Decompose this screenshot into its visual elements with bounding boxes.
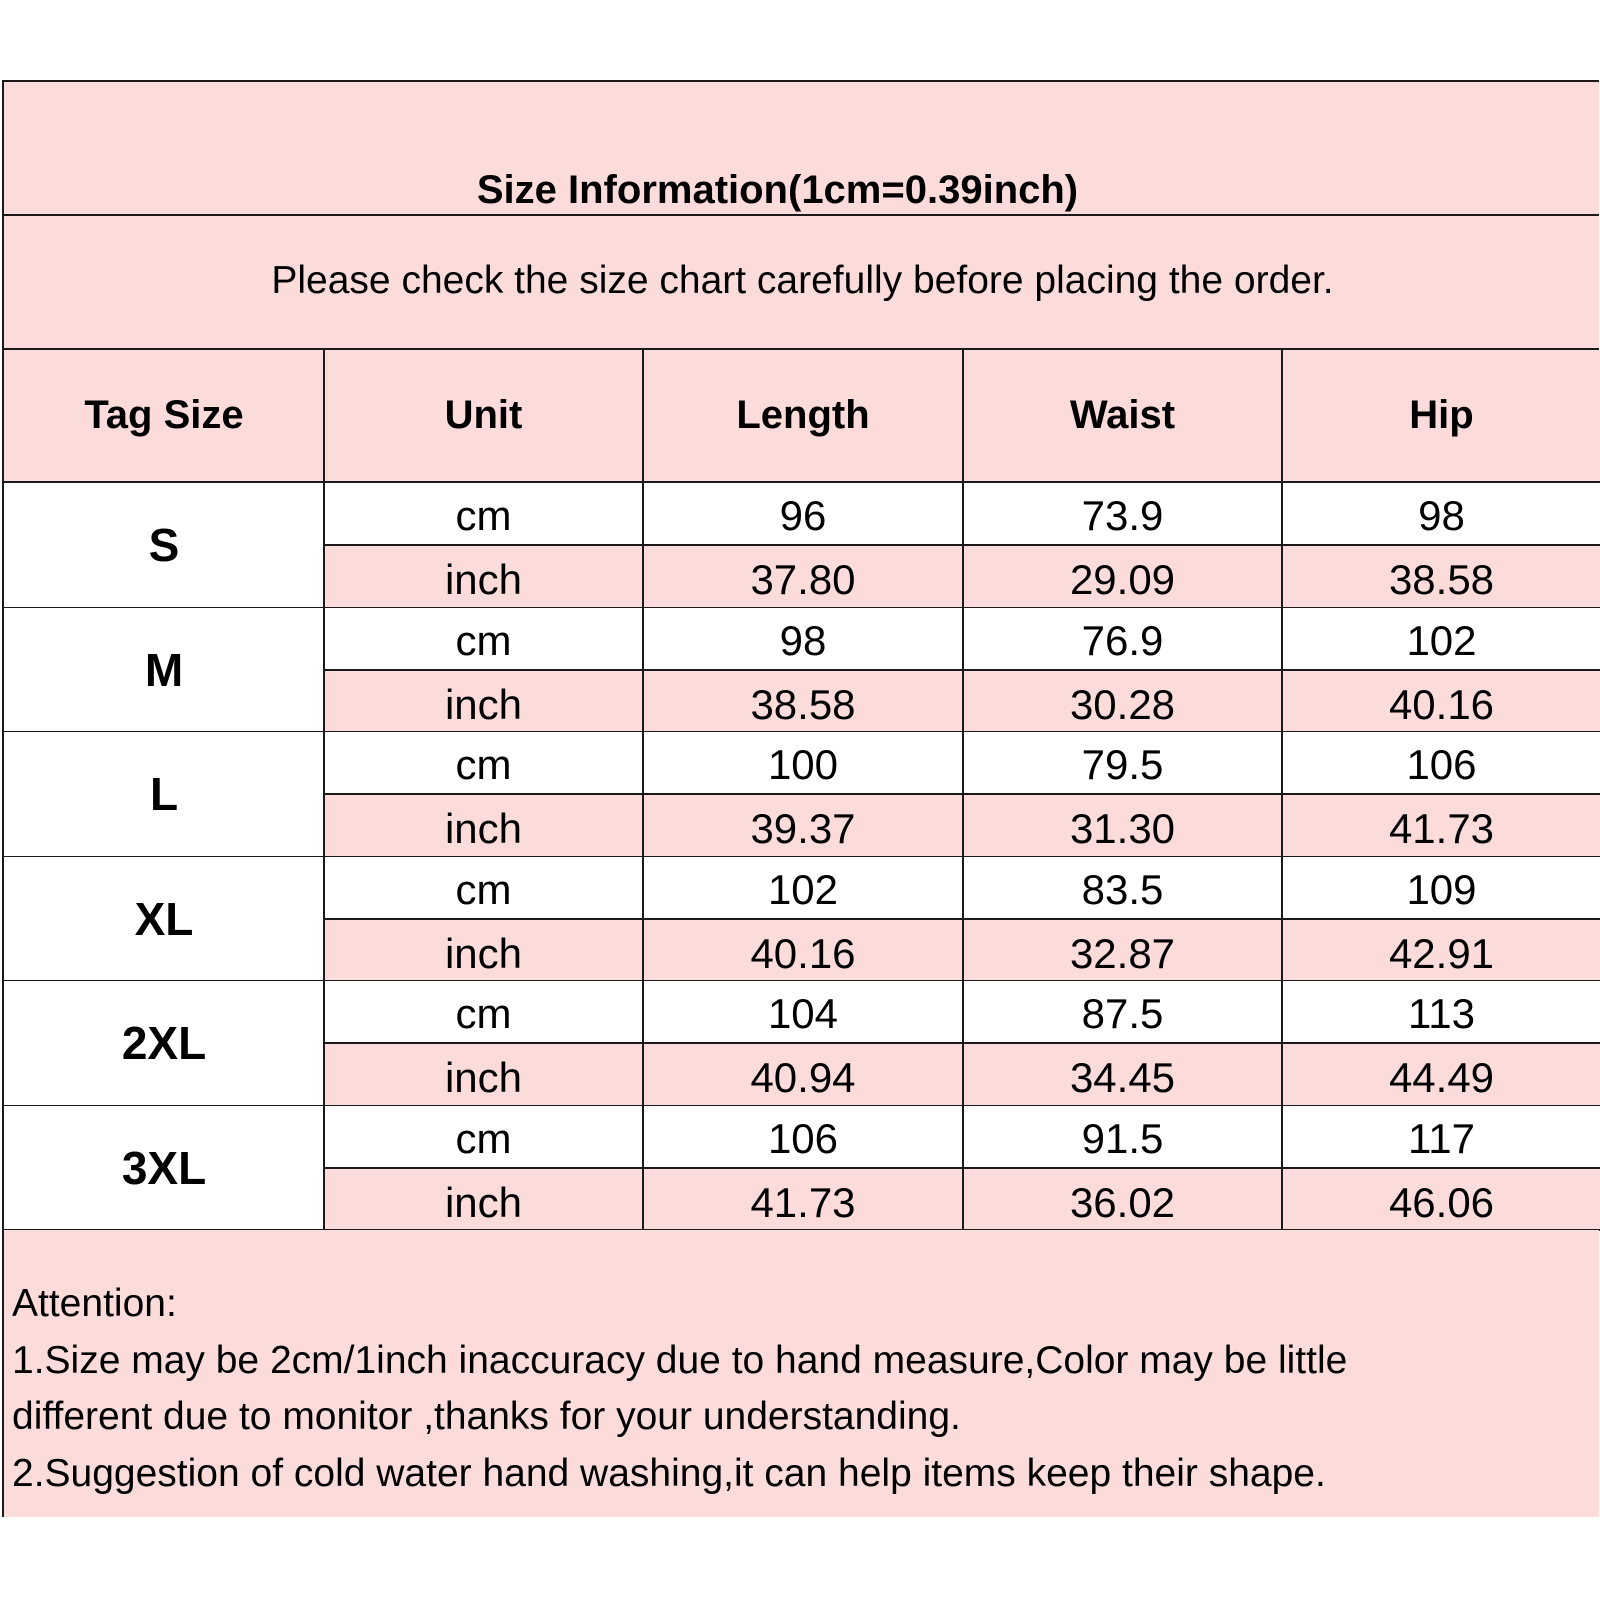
title-band [4, 82, 1599, 216]
tag-size-cell: S [4, 483, 324, 608]
table-cell-unit: inch [324, 794, 643, 856]
table-cell-hip: 113 [1282, 981, 1600, 1043]
table-cell-unit: cm [324, 483, 643, 545]
header-tag-size: Tag Size [4, 350, 324, 483]
table-cell-unit: inch [324, 545, 643, 607]
table-cell-unit: cm [324, 732, 643, 794]
table-cell-hip: 46.06 [1282, 1168, 1600, 1230]
header-hip: Hip [1282, 350, 1600, 483]
table-cell-length: 39.37 [643, 794, 963, 856]
table-cell-waist: 83.5 [963, 857, 1282, 919]
table-cell-hip: 117 [1282, 1106, 1600, 1168]
table-cell-waist: 32.87 [963, 919, 1282, 981]
table-cell-length: 40.16 [643, 919, 963, 981]
table-cell-waist: 73.9 [963, 483, 1282, 545]
table-cell-unit: inch [324, 670, 643, 732]
table-cell-waist: 34.45 [963, 1043, 1282, 1105]
table-cell-hip: 98 [1282, 483, 1600, 545]
table-cell-waist: 76.9 [963, 608, 1282, 670]
column-divider [642, 350, 644, 1230]
attention-notes [4, 1230, 1599, 1517]
table-cell-length: 104 [643, 981, 963, 1043]
header-length: Length [643, 350, 963, 483]
table-cell-waist: 36.02 [963, 1168, 1282, 1230]
table-cell-unit: cm [324, 857, 643, 919]
table-cell-waist: 31.30 [963, 794, 1282, 856]
table-cell-length: 41.73 [643, 1168, 963, 1230]
table-cell-length: 40.94 [643, 1043, 963, 1105]
table-cell-unit: inch [324, 1043, 643, 1105]
table-cell-unit: cm [324, 981, 643, 1043]
tag-size-cell: 2XL [4, 981, 324, 1106]
table-cell-length: 38.58 [643, 670, 963, 732]
attention-heading: Attention: [12, 1282, 177, 1325]
table-cell-waist: 87.5 [963, 981, 1282, 1043]
table-cell-waist: 91.5 [963, 1106, 1282, 1168]
table-cell-unit: inch [324, 1168, 643, 1230]
table-cell-unit: cm [324, 1106, 643, 1168]
table-cell-length: 98 [643, 608, 963, 670]
size-chart [2, 80, 1599, 1517]
attention-note-2: 2.Suggestion of cold water hand washing,it can help items keep their shape. [12, 1451, 1326, 1495]
table-cell-waist: 29.09 [963, 545, 1282, 607]
table-cell-hip: 41.73 [1282, 794, 1600, 856]
table-cell-length: 96 [643, 483, 963, 545]
tag-size-cell: M [4, 608, 324, 733]
table-cell-hip: 106 [1282, 732, 1600, 794]
size-table [4, 350, 1600, 1230]
tag-size-cell: XL [4, 857, 324, 982]
table-cell-unit: inch [324, 919, 643, 981]
column-divider [1281, 350, 1283, 1230]
column-divider [962, 350, 964, 1230]
chart-title: Size Information(1cm=0.39inch) [476, 168, 1079, 212]
header-waist: Waist [963, 350, 1282, 483]
table-cell-length: 37.80 [643, 545, 963, 607]
table-cell-hip: 109 [1282, 857, 1600, 919]
table-cell-waist: 30.28 [963, 670, 1282, 732]
order-notice: Please check the size chart carefully before placing the order. [271, 259, 1334, 302]
table-cell-length: 102 [643, 857, 963, 919]
table-cell-hip: 102 [1282, 608, 1600, 670]
notice-band [4, 216, 1599, 350]
column-divider [323, 350, 325, 1230]
table-cell-hip: 44.49 [1282, 1043, 1600, 1105]
table-cell-hip: 40.16 [1282, 670, 1600, 732]
table-cell-unit: cm [324, 608, 643, 670]
attention-note-1-continued: different due to monitor ,thanks for your understanding. [12, 1395, 961, 1438]
table-cell-hip: 38.58 [1282, 545, 1600, 607]
table-cell-hip: 42.91 [1282, 919, 1600, 981]
attention-note-1: 1.Size may be 2cm/1inch inaccuracy due to hand measure,Color may be little [12, 1338, 1348, 1382]
tag-size-cell: 3XL [4, 1106, 324, 1231]
table-cell-length: 106 [643, 1106, 963, 1168]
table-cell-waist: 79.5 [963, 732, 1282, 794]
table-cell-length: 100 [643, 732, 963, 794]
tag-size-cell: L [4, 732, 324, 857]
header-unit: Unit [324, 350, 643, 483]
